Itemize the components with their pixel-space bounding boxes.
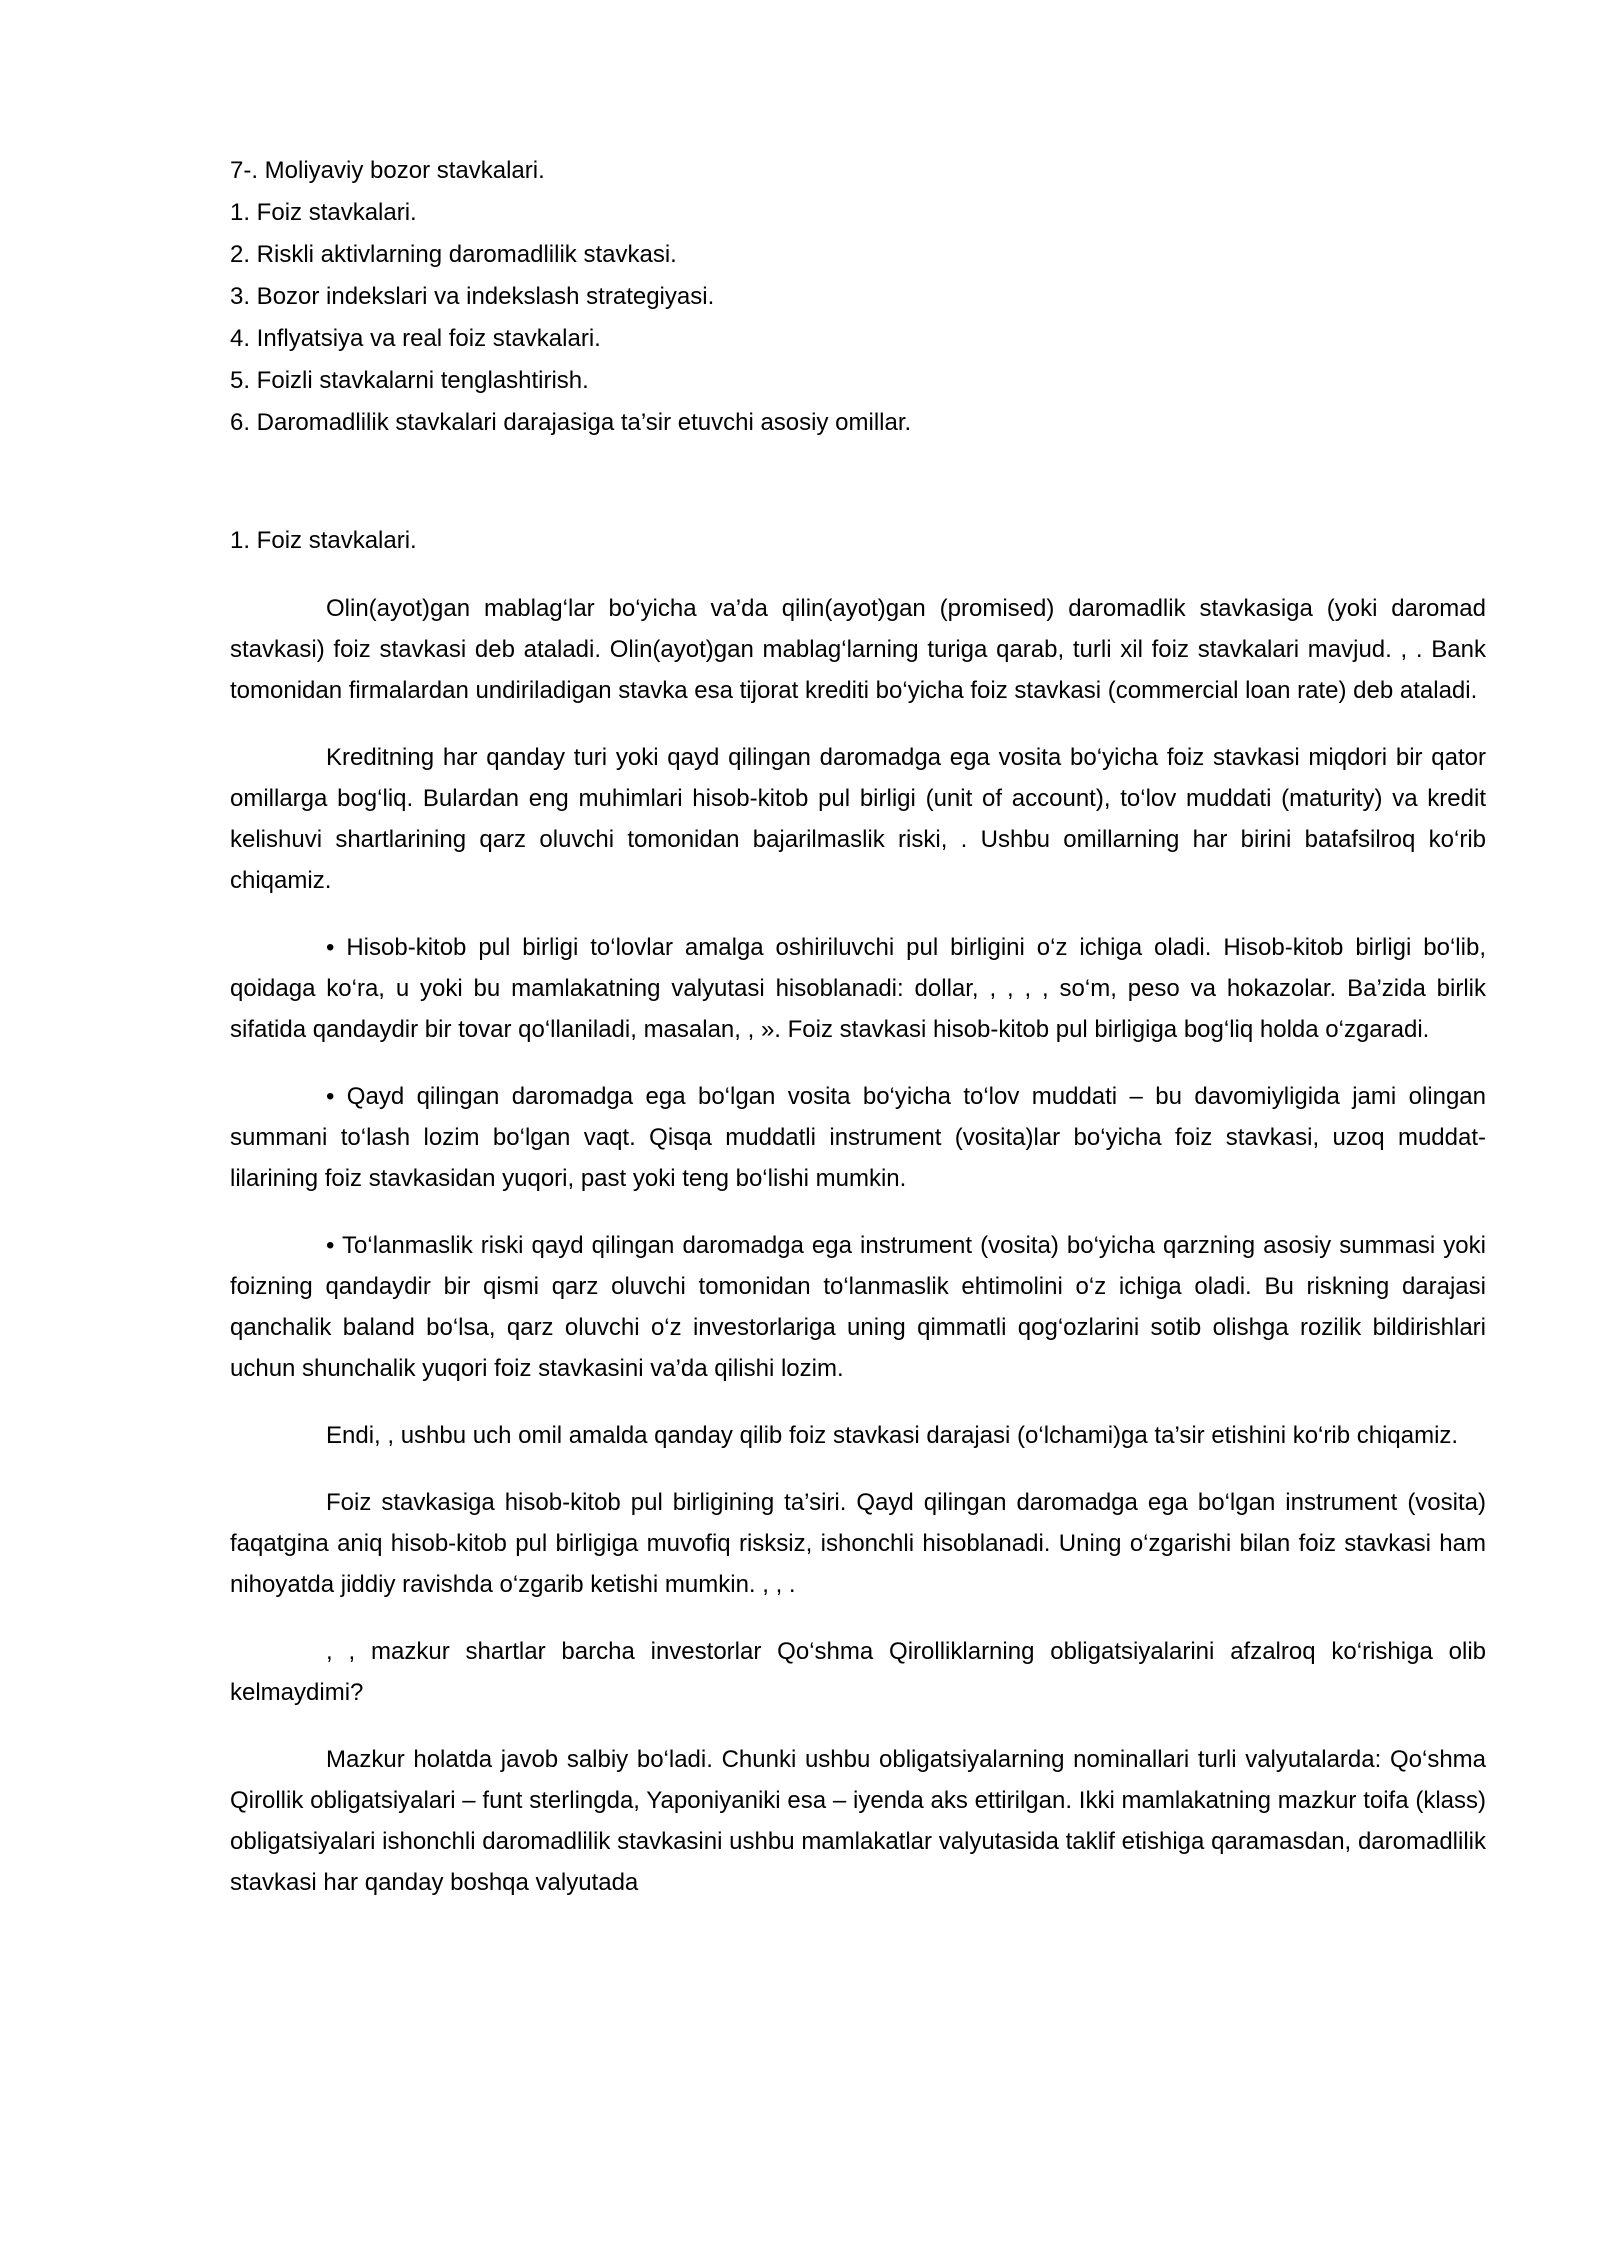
body-paragraph: Foiz stavkasiga hisob-kitob pul birligining ta’siri. Qayd qilingan daromadga ega bo‘lgan instrument (vosita) faqatgina aniq hisob-kitob pul birligiga muvofiq risksiz, ishonchli hisoblanadi. Uning o‘zgarishi bilan foiz stavkasi ham nihoyatda jiddiy ravishda o‘zgarib ketishi mumkin. , , .	[230, 1489, 1486, 1598]
toc-item: 2. Riskli aktivlarning daromadlilik stavkasi.	[230, 241, 677, 268]
body-paragraph: Kreditning har qanday turi yoki qayd qilingan daromadga ega vosita bo‘yicha foiz stavkasi miqdori bir qator omillarga bog‘liq. Bulardan eng muhimlari hisob-kitob pul birligi (unit of account), to‘lov muddati (maturity) va kredit kelishuvi shartlarining qarz oluvchi tomonidan bajarilmaslik riski, . Ushbu omillarning har birini batafsilroq ko‘rib chiqamiz.	[230, 744, 1486, 894]
bullet-paragraph: • Hisob-kitob pul birligi to‘lovlar amalga oshiriluvchi pul birligini o‘z ichiga oladi. Hisob-kitob birligi bo‘lib, qoidaga ko‘ra, u yoki bu mamlakatning valyutasi hisoblanadi: dollar, , , , , so‘m, peso va hokazolar. Ba’zida birlik sifatida qandaydir bir tovar qo‘llaniladi, masalan, , ». Foiz stavkasi hisob-kitob pul birligiga bog‘liq holda o‘zgaradi.	[230, 934, 1486, 1043]
table-of-contents	[230, 150, 1486, 444]
body-paragraph: Mazkur holatda javob salbiy bo‘ladi. Chunki ushbu obligatsiyalarning nominallari turli valyutalarda: Qo‘shma Qirollik obligatsiyalari – funt sterlingda, Yaponiyaniki esa – iyenda aks ettirilgan. Ikki mamlakatning mazkur toifa (klass) obligatsiyalari ishonchli daromadlilik stavkasini ushbu mamlakatlar valyutasida taklif etishiga qaramasdan, daromadlilik stavkasi har qanday boshqa valyutada	[230, 1746, 1486, 1896]
bullet-paragraph: • Qayd qilingan daromadga ega bo‘lgan vosita bo‘yicha to‘lov muddati – bu davomiyligida jami olingan summani to‘lash lozim bo‘lgan vaqt. Qisqa muddatli instrument (vosita)lar bo‘yicha foiz stavkasi, uzoq muddat-lilarining foiz stavkasidan yuqori, past yoki teng bo‘lishi mumkin.	[230, 1083, 1486, 1192]
body-paragraph: Endi, , ushbu uch omil amalda qanday qilib foiz stavkasi darajasi (o‘lchami)ga ta’sir etishini ko‘rib chiqamiz.	[326, 1422, 1459, 1449]
body-paragraph: Olin(ayot)gan mablag‘lar bo‘yicha va’da qilin(ayot)gan (promised) daromadlik stavkasiga (yoki daromad stavkasi) foiz stavkasi deb ataladi. Olin(ayot)gan mablag‘larning turiga qarab, turli xil foiz stavkalari mavjud. , . Bank tomonidan firmalardan undiriladigan stavka esa tijorat krediti bo‘yicha foiz stavkasi (commercial loan rate) deb ataladi.	[230, 595, 1486, 704]
bullet-paragraph: • To‘lanmaslik riski qayd qilingan daromadga ega instrument (vosita) bo‘yicha qarzning asosiy summasi yoki foizning qandaydir bir qismi qarz oluvchi tomonidan to‘lanmaslik ehtimolini o‘z ichiga oladi. Bu riskning darajasi qanchalik baland bo‘lsa, qarz oluvchi o‘z investorlariga uning qimmatli qog‘ozlarini sotib olishga rozilik bildirishlari uchun shunchalik yuqori foiz stavkasini va’da qilishi lozim.	[230, 1232, 1486, 1382]
toc-item: 6. Daromadlilik stavkalari darajasiga ta’sir etuvchi asosiy omillar.	[230, 409, 912, 436]
section-body	[230, 588, 1486, 1903]
toc-item: 3. Bozor indekslari va indekslash strategiyasi.	[230, 283, 715, 310]
toc-item: 1. Foiz stavkalari.	[230, 199, 417, 226]
body-paragraph: , , mazkur shartlar barcha investorlar Qo‘shma Qirolliklarning obligatsiyalarini afzalroq ko‘rishiga olib kelmaydimi?	[230, 1638, 1486, 1706]
document-body	[230, 150, 1486, 1903]
lecture-title: 7-. Moliyaviy bozor stavkalari.	[230, 157, 545, 184]
section-heading: 1. Foiz stavkalari.	[230, 527, 417, 554]
toc-item: 4. Inflyatsiya va real foiz stavkalari.	[230, 325, 601, 352]
toc-item: 5. Foizli stavkalarni tenglashtirish.	[230, 367, 589, 394]
